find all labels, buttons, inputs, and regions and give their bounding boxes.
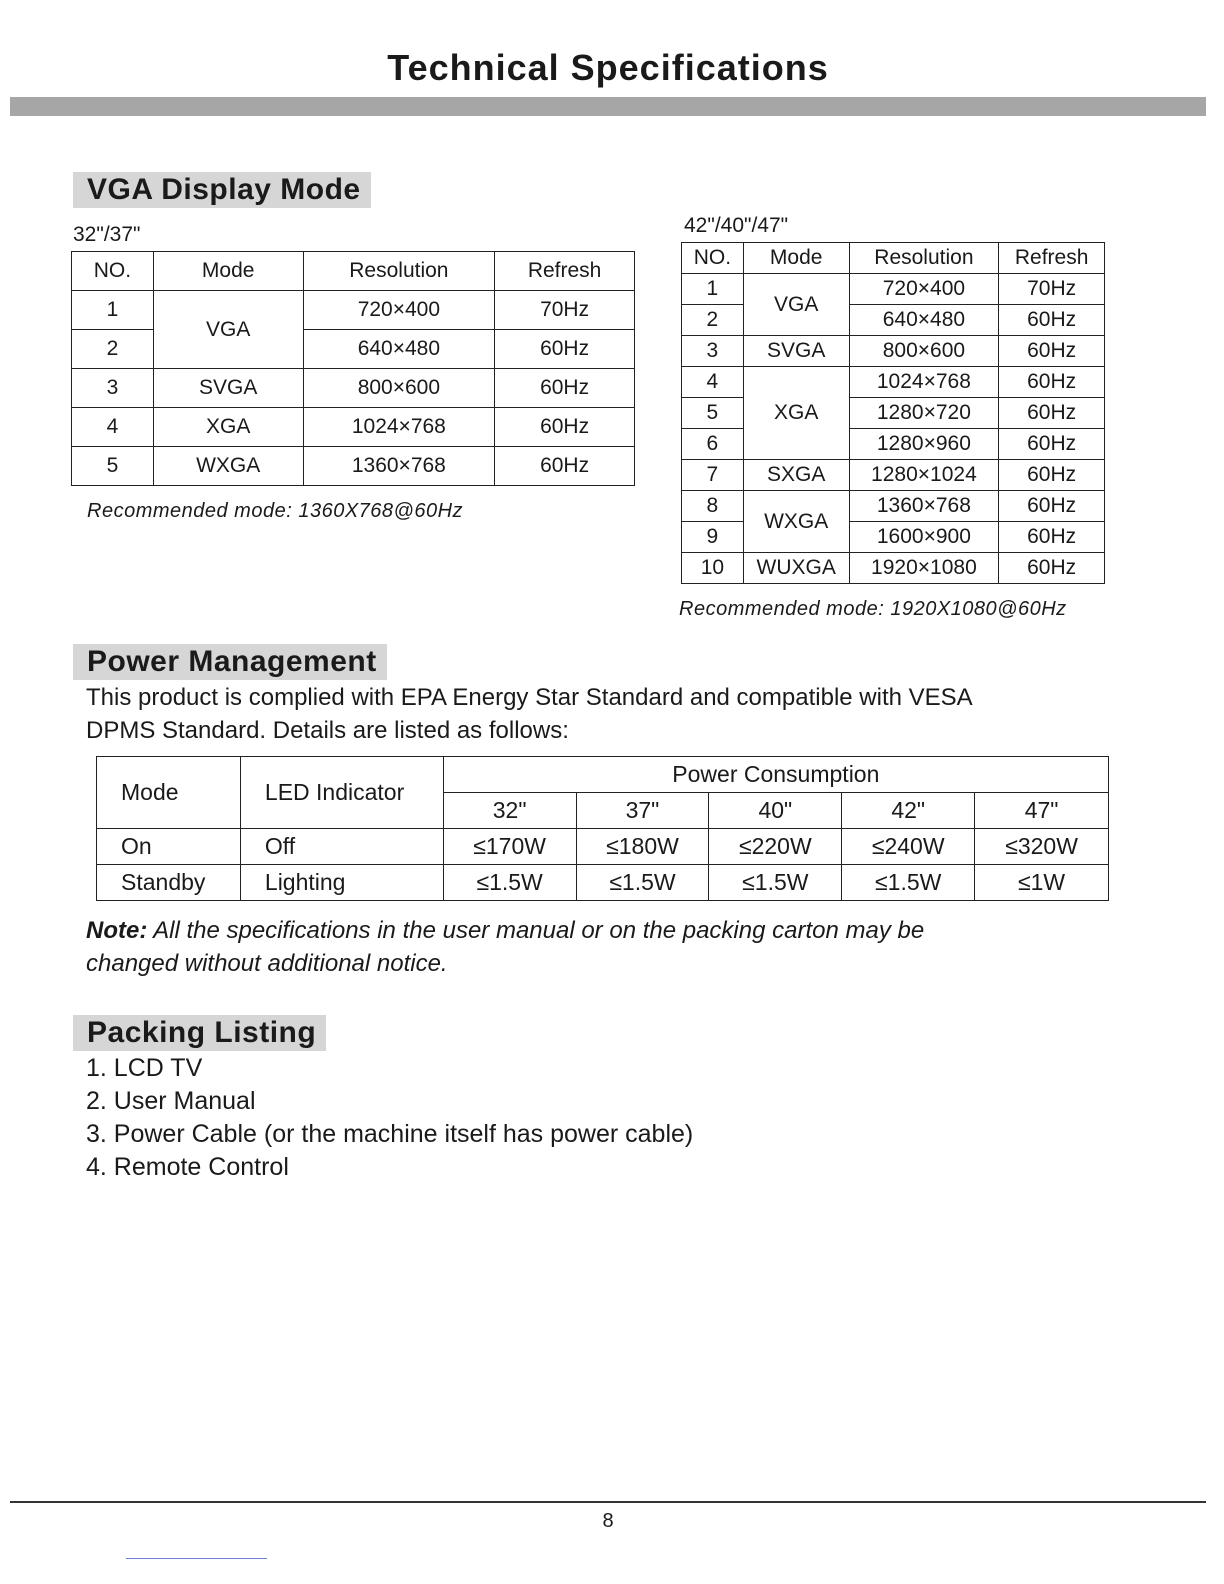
cell-refresh: 60Hz	[495, 408, 635, 447]
header-power-consumption: Power Consumption	[443, 757, 1108, 793]
cell-refresh: 70Hz	[495, 291, 635, 330]
table-row	[97, 829, 1109, 865]
cell-refresh: 60Hz	[495, 369, 635, 408]
header-size: 32"	[443, 793, 576, 829]
cell-refresh: 60Hz	[999, 553, 1105, 584]
vga-table-right	[681, 242, 1105, 584]
cell-power: ≤1.5W	[443, 865, 576, 901]
power-intro-line2: DPMS Standard. Details are listed as follows:	[86, 717, 569, 744]
cell-mode: WXGA	[743, 491, 849, 553]
header-size: 40"	[709, 793, 842, 829]
cell-resolution: 800×600	[303, 369, 495, 408]
cell-resolution: 720×400	[303, 291, 495, 330]
table-row	[682, 367, 1105, 398]
cell-mode: XGA	[743, 367, 849, 460]
cell-no: 1	[72, 291, 154, 330]
cell-mode: On	[97, 829, 241, 865]
page-title: Technical Specifications	[387, 47, 829, 88]
header-no: NO.	[682, 243, 744, 274]
cell-no: 9	[682, 522, 744, 553]
cell-power: ≤170W	[443, 829, 576, 865]
cell-refresh: 60Hz	[999, 460, 1105, 491]
cell-refresh: 60Hz	[495, 447, 635, 486]
cell-no: 4	[72, 408, 154, 447]
cell-power: ≤320W	[975, 829, 1109, 865]
cell-resolution: 1360×768	[303, 447, 495, 486]
title-bar	[10, 97, 1206, 116]
cell-no: 8	[682, 491, 744, 522]
cell-mode: XGA	[153, 408, 303, 447]
header-resolution: Resolution	[849, 243, 999, 274]
footer-rule	[10, 1501, 1206, 1503]
cell-refresh: 60Hz	[495, 330, 635, 369]
vga-heading: VGA Display Mode	[73, 172, 371, 208]
cell-resolution: 1280×720	[849, 398, 999, 429]
cell-no: 5	[682, 398, 744, 429]
header-mode: Mode	[153, 252, 303, 291]
cell-resolution: 1280×960	[849, 429, 999, 460]
recommended-mode-right: Recommended mode: 1920X1080@60Hz	[679, 598, 1067, 620]
footer-link-underline	[126, 1558, 267, 1559]
table-header-row	[72, 252, 635, 291]
cell-mode: SVGA	[153, 369, 303, 408]
list-item: 3. Power Cable (or the machine itself has power cable)	[86, 1120, 694, 1148]
header-mode: Mode	[97, 757, 241, 829]
cell-no: 1	[682, 274, 744, 305]
list-item: 2. User Manual	[86, 1087, 256, 1115]
cell-power: ≤220W	[709, 829, 842, 865]
cell-led: Off	[240, 829, 443, 865]
cell-no: 4	[682, 367, 744, 398]
table-row	[97, 865, 1109, 901]
cell-power: ≤1.5W	[576, 865, 709, 901]
header-led-indicator: LED Indicator	[240, 757, 443, 829]
table-row	[682, 553, 1105, 584]
header-resolution: Resolution	[303, 252, 495, 291]
cell-no: 10	[682, 553, 744, 584]
cell-resolution: 1920×1080	[849, 553, 999, 584]
vga-left-size-label: 32"/37"	[73, 223, 141, 246]
cell-mode: Standby	[97, 865, 241, 901]
table-row	[682, 274, 1105, 305]
cell-refresh: 60Hz	[999, 305, 1105, 336]
cell-resolution: 640×480	[303, 330, 495, 369]
table-row	[72, 369, 635, 408]
cell-power: ≤180W	[576, 829, 709, 865]
cell-power: ≤1W	[975, 865, 1109, 901]
table-header-row	[682, 243, 1105, 274]
header-size: 42"	[842, 793, 975, 829]
vga-right-size-label: 42"/40"/47"	[684, 214, 789, 237]
header-no: NO.	[72, 252, 154, 291]
cell-refresh: 70Hz	[999, 274, 1105, 305]
note	[86, 914, 924, 980]
cell-mode: WUXGA	[743, 553, 849, 584]
cell-mode: VGA	[153, 291, 303, 369]
table-row	[682, 460, 1105, 491]
header-size: 37"	[576, 793, 709, 829]
cell-refresh: 60Hz	[999, 367, 1105, 398]
note-text-line1: All the specifications in the user manual or on the packing carton may be	[147, 917, 925, 944]
header-refresh: Refresh	[495, 252, 635, 291]
note-text-line2: changed without additional notice.	[86, 950, 448, 977]
cell-refresh: 60Hz	[999, 491, 1105, 522]
vga-table-left	[71, 251, 635, 486]
cell-refresh: 60Hz	[999, 336, 1105, 367]
recommended-mode-left: Recommended mode: 1360X768@60Hz	[87, 500, 464, 522]
cell-mode: VGA	[743, 274, 849, 336]
list-item: 1. LCD TV	[86, 1054, 203, 1082]
cell-mode: SXGA	[743, 460, 849, 491]
cell-power: ≤240W	[842, 829, 975, 865]
cell-no: 2	[682, 305, 744, 336]
power-table	[96, 756, 1109, 901]
table-row	[72, 408, 635, 447]
packing-heading: Packing Listing	[73, 1015, 326, 1051]
cell-resolution: 720×400	[849, 274, 999, 305]
cell-power: ≤1.5W	[709, 865, 842, 901]
cell-resolution: 800×600	[849, 336, 999, 367]
cell-no: 2	[72, 330, 154, 369]
cell-no: 5	[72, 447, 154, 486]
table-row	[72, 447, 635, 486]
cell-no: 7	[682, 460, 744, 491]
cell-resolution: 1024×768	[303, 408, 495, 447]
cell-led: Lighting	[240, 865, 443, 901]
cell-refresh: 60Hz	[999, 398, 1105, 429]
table-header-row	[97, 757, 1109, 793]
cell-mode: WXGA	[153, 447, 303, 486]
cell-refresh: 60Hz	[999, 522, 1105, 553]
cell-no: 3	[72, 369, 154, 408]
cell-resolution: 1360×768	[849, 491, 999, 522]
table-row	[682, 491, 1105, 522]
cell-no: 3	[682, 336, 744, 367]
cell-power: ≤1.5W	[842, 865, 975, 901]
power-heading: Power Management	[73, 644, 387, 680]
page-number: 8	[602, 1510, 614, 1532]
cell-no: 6	[682, 429, 744, 460]
cell-resolution: 640×480	[849, 305, 999, 336]
power-intro-line1: This product is complied with EPA Energy Star Standard and compatible with VESA	[86, 684, 973, 711]
header-size: 47"	[975, 793, 1109, 829]
table-row	[72, 291, 635, 330]
cell-resolution: 1024×768	[849, 367, 999, 398]
cell-resolution: 1280×1024	[849, 460, 999, 491]
cell-resolution: 1600×900	[849, 522, 999, 553]
header-refresh: Refresh	[999, 243, 1105, 274]
table-row	[682, 336, 1105, 367]
cell-refresh: 60Hz	[999, 429, 1105, 460]
note-label: Note:	[86, 917, 148, 944]
cell-mode: SVGA	[743, 336, 849, 367]
list-item: 4. Remote Control	[86, 1153, 289, 1181]
header-mode: Mode	[743, 243, 849, 274]
